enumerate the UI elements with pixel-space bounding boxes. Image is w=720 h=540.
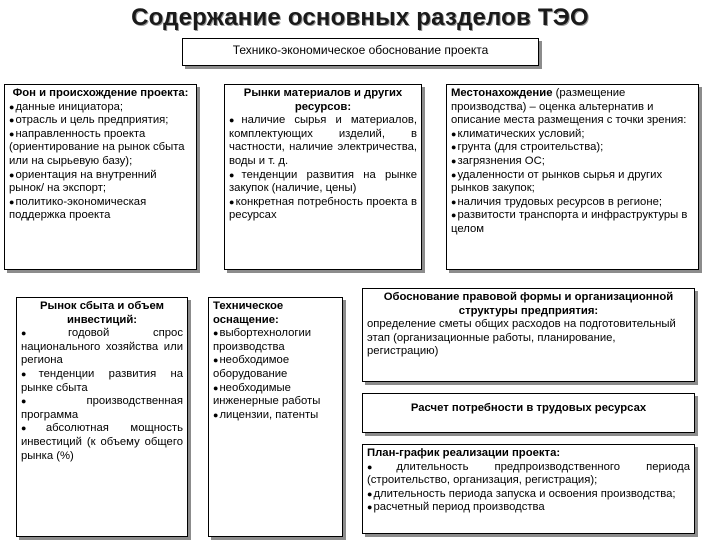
list-item-text: тенденции развития на рынке закупок (наличие, цены)	[229, 168, 417, 195]
list-item	[213, 354, 338, 381]
labor-box	[362, 393, 695, 433]
bullet-icon: ●	[213, 328, 219, 339]
bullet-icon: ●	[21, 368, 38, 379]
list-item-text: абсолютная мощность инвестиций (к объему общего рынка (%)	[21, 422, 183, 462]
list-item	[451, 209, 694, 236]
list-item-text: удаленности от рынков сырья и других рынков закупок;	[451, 168, 663, 195]
technical-list	[213, 327, 338, 422]
list-item-text: необходимое оборудование	[213, 354, 290, 380]
root-label: Технико-экономическое обоснование проекта	[232, 43, 489, 57]
list-item	[9, 196, 192, 223]
bullet-icon: ●	[213, 355, 219, 366]
resources-box	[224, 84, 422, 270]
list-item	[451, 196, 694, 210]
list-item	[9, 101, 192, 115]
list-item-text: наличие сырья и материалов, комплектующих изделий, в частности, наличие электричества, воды и т. д.	[229, 114, 417, 167]
list-item-text: развитости транспорта и инфраструктуры в целом	[451, 209, 688, 235]
bullet-icon: ●	[451, 196, 457, 207]
market-list	[21, 327, 183, 463]
list-item	[21, 422, 183, 463]
schedule-box	[362, 444, 695, 534]
list-item	[9, 114, 192, 128]
list-item-text: выбортехнологии производства	[213, 327, 312, 353]
labor-heading: Расчет потребности в трудовых ресурсах	[410, 402, 647, 414]
list-item-text: климатических условий;	[457, 127, 585, 140]
bullet-icon: ●	[9, 101, 15, 112]
bullet-icon: ●	[451, 142, 457, 153]
background-heading: Фон и происхождение проекта:	[12, 87, 189, 99]
list-item-text: отрасль и цель предприятия;	[15, 114, 169, 127]
list-item	[229, 114, 417, 168]
bullet-icon: ●	[451, 169, 457, 180]
list-item	[367, 488, 690, 502]
location-box	[446, 84, 699, 270]
legal-text: определение сметы общих расходов на подготовительный этап (организационные работы, планирование, регистрацию)	[367, 318, 676, 358]
background-box	[4, 84, 197, 270]
bullet-icon: ●	[367, 488, 373, 499]
list-item	[451, 141, 694, 155]
resources-list	[229, 114, 417, 223]
resources-heading: Рынки материалов и других ресурсов:	[243, 87, 403, 113]
list-item-text: политико-экономическая поддержка проекта	[9, 195, 147, 222]
list-item-text: лицензии, патенты	[219, 408, 319, 421]
bullet-icon: ●	[229, 169, 241, 180]
list-item-text: длительность периода запуска и освоения производства;	[373, 487, 676, 500]
bullet-icon: ●	[21, 396, 86, 407]
list-item	[229, 169, 417, 196]
bullet-icon: ●	[367, 461, 396, 472]
list-item	[21, 327, 183, 368]
bullet-icon: ●	[451, 155, 457, 166]
list-item-text: годовой спрос национального хозяйства или региона	[21, 327, 183, 367]
bullet-icon: ●	[213, 409, 219, 420]
list-item	[21, 368, 183, 395]
list-item	[9, 169, 192, 196]
schedule-heading: План-график реализации проекта:	[367, 447, 561, 459]
bullet-icon: ●	[9, 169, 15, 180]
bullet-icon: ●	[213, 382, 219, 393]
list-item	[367, 501, 690, 515]
list-item-text: тенденции развития на рынке сбыта	[21, 367, 183, 394]
market-heading: Рынок сбыта и объем инвестиций:	[40, 300, 164, 326]
list-item-text: загрязнения ОС;	[457, 154, 545, 167]
list-item	[213, 382, 338, 409]
bullet-icon: ●	[367, 502, 373, 513]
background-list	[9, 101, 192, 223]
page-title: Содержание основных разделов ТЭО	[131, 4, 589, 31]
schedule-list	[367, 461, 690, 515]
bullet-icon: ●	[21, 423, 45, 434]
bullet-icon: ●	[9, 196, 15, 207]
bullet-icon: ●	[9, 115, 15, 126]
list-item	[9, 128, 192, 169]
list-item	[367, 461, 690, 488]
bullet-icon: ●	[229, 196, 235, 207]
list-item-text: наличия трудовых ресурсов в регионе;	[457, 195, 662, 208]
technical-box	[208, 297, 343, 537]
location-intro: (размещение производства) – оценка альтернатив и описание места размещения с точки зрения:	[451, 87, 687, 127]
list-item	[451, 155, 694, 169]
location-intro-line	[451, 87, 694, 128]
list-item-text: данные инициатора;	[15, 100, 124, 113]
legal-box	[362, 288, 695, 382]
list-item	[213, 409, 338, 423]
list-item-text: направленность проекта (ориентирование на рынок сбыта или на сырьевую базу);	[9, 127, 185, 167]
list-item	[21, 395, 183, 422]
list-item-text: длительность предпроизводственного периода (строительство, организация, регистрация);	[367, 460, 690, 487]
technical-heading: Техническое оснащение:	[213, 300, 284, 326]
list-item-text: производственная программа	[21, 395, 183, 421]
list-item	[451, 169, 694, 196]
location-list	[451, 128, 694, 237]
market-box	[16, 297, 188, 537]
bullet-icon: ●	[9, 128, 15, 139]
list-item-text: расчетный период производства	[373, 501, 545, 514]
location-heading: Местонахождение	[451, 87, 553, 99]
list-item-text: конкретная потребность проекта в ресурсах	[229, 195, 417, 222]
list-item	[229, 196, 417, 223]
bullet-icon: ●	[451, 128, 457, 139]
list-item-text: грунта (для строительства);	[457, 141, 604, 154]
list-item	[451, 128, 694, 142]
root-box	[182, 38, 539, 66]
bullet-icon: ●	[451, 210, 457, 221]
list-item-text: ориентация на внутренний рынок/ на экспорт;	[9, 168, 157, 195]
bullet-icon: ●	[229, 115, 241, 126]
bullet-icon: ●	[21, 328, 68, 339]
legal-heading: Обоснование правовой формы и организационной структуры предприятия:	[383, 291, 674, 317]
list-item	[213, 327, 338, 354]
list-item-text: необходимые инженерные работы	[213, 381, 321, 408]
